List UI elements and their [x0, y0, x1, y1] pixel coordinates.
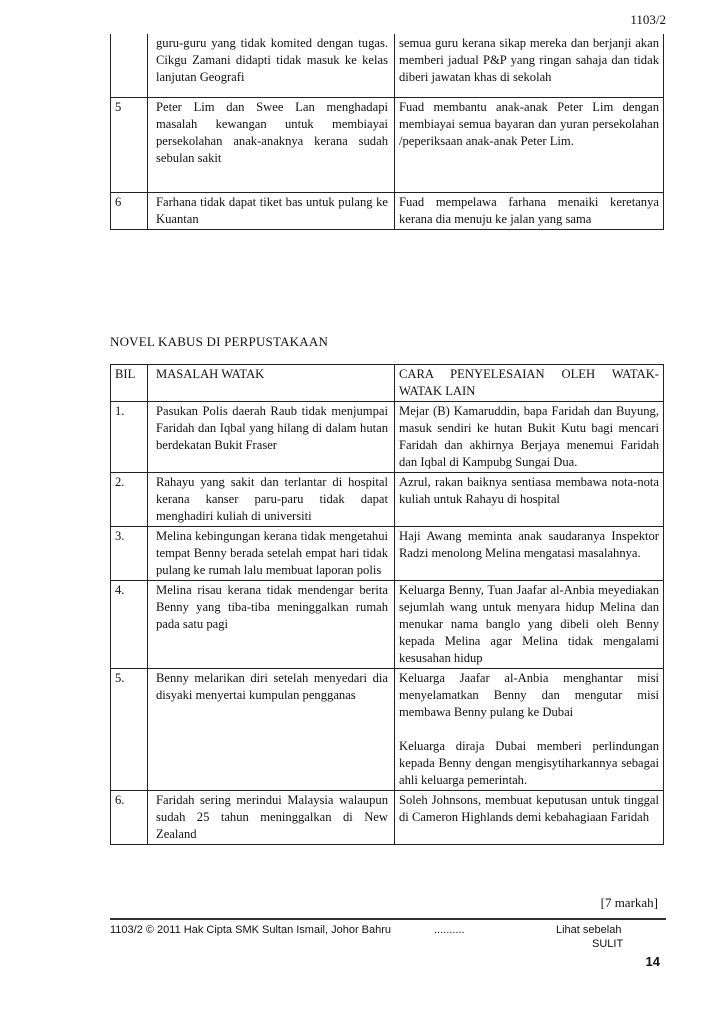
- masalah-cell: Melina risau kerana tidak mendengar berita Benny yang tiba-tiba meninggalkan rumah pada satu pagi: [148, 581, 395, 669]
- cara-cell: Mejar (B) Kamaruddin, bapa Faridah dan Buyung, masuk sendiri ke hutan Bukit Kutu bagi mencari Faridah dan akhirnya Berjaya menemui Faridah dan Iqbal di Kampubg Sungai Dua.: [395, 402, 664, 473]
- masalah-cell: Pasukan Polis daerah Raub tidak menjumpai Faridah dan Iqbal yang hilang di dalam hutan berdekatan Bukit Fraser: [148, 402, 395, 473]
- cara-text: Keluarga Jaafar al-Anbia menghantar misi menyelamatkan Benny dan mengutar misi membawa Benny pulang ke Dubai: [399, 671, 659, 719]
- marks-label: [7 markah]: [600, 895, 658, 910]
- footer-next-page: Lihat sebelah: [556, 924, 622, 936]
- spacer-row: [111, 87, 664, 98]
- masalah-cell: guru-guru yang tidak komited dengan tugas. Cikgu Zamani didapti tidak masuk ke kelas lanjutan Geografi: [148, 34, 395, 87]
- cara-cell: [395, 669, 664, 791]
- cara-cell: Fuad membantu anak-anak Peter Lim dengan membiayai semua bayaran dan yuran persekolahan /peperiksaan anak-anak Peter Lim.: [395, 98, 664, 169]
- cara-cell: semua guru kerana sikap mereka dan berjanji akan memberi jadual P&P yang ringan sahaja dan tidak diberi jawatan khas di sekolah: [395, 34, 664, 87]
- table-row: [111, 34, 664, 87]
- page-number: 14: [645, 954, 660, 969]
- header-code: 1103/2: [630, 12, 666, 27]
- table-row: [111, 669, 664, 791]
- row-number: 6: [111, 193, 148, 230]
- masalah-cell: Rahayu yang sakit dan terlantar di hospital kerana kanser paru-paru tidak dapat menghadiri kuliah di universiti: [148, 473, 395, 527]
- table-kabus: [110, 364, 664, 845]
- cara-cell: Azrul, rakan baiknya sentiasa membawa nota-nota kuliah untuk Rahayu di hospital: [395, 473, 664, 527]
- row-number: 4.: [111, 581, 148, 669]
- footer-dots: ..........: [434, 924, 465, 936]
- footer-copyright: 1103/2 © 2011 Hak Cipta SMK Sultan Ismail, Johor Bahru: [110, 924, 392, 936]
- footer-sulit: SULIT: [592, 938, 624, 950]
- masalah-cell: Benny melarikan diri setelah menyedari dia disyaki menyertai kumpulan pengganas: [148, 669, 395, 791]
- row-number: [111, 34, 148, 87]
- header-cara: CARA PENYELESAIAN OLEH WATAK-WATAK LAIN: [395, 365, 664, 402]
- section-title: NOVEL KABUS DI PERPUSTAKAAN: [110, 334, 329, 349]
- row-number: 5: [111, 98, 148, 169]
- table-row: [111, 473, 664, 527]
- masalah-cell: Peter Lim dan Swee Lan menghadapi masalah kewangan untuk membiayai persekolahan anak-anaknya kerana sudah sebulan sakit: [148, 98, 395, 169]
- table-row: [111, 193, 664, 230]
- cara-text-extra: Keluarga diraja Dubai memberi perlindungan kepada Benny dengan mengisytiharkannya sebagai ahli keluarga pemerintah.: [399, 739, 659, 787]
- row-number: 2.: [111, 473, 148, 527]
- footer-divider: [110, 918, 666, 920]
- table-continued: [110, 34, 664, 230]
- cara-cell: Haji Awang meminta anak saudaranya Inspektor Radzi menolong Melina mengatasi masalahnya.: [395, 527, 664, 581]
- row-number: 3.: [111, 527, 148, 581]
- cara-cell: Keluarga Benny, Tuan Jaafar al-Anbia meyediakan sejumlah wang untuk menyara hidup Melina dan menukar nama banglo yang dibeli oleh Benny kepada Melina agar Melina tidak mengalami kesusahan hidup: [395, 581, 664, 669]
- header-bil: BIL: [111, 365, 148, 402]
- row-number: 5.: [111, 669, 148, 791]
- cara-cell: Soleh Johnsons, membuat keputusan untuk tinggal di Cameron Highlands demi kebahagiaan Faridah: [395, 791, 664, 845]
- masalah-cell: Melina kebingungan kerana tidak mengetahui tempat Benny berada setelah empat hari tidak pulang ke rumah lalu membuat laporan polis: [148, 527, 395, 581]
- cara-cell: Fuad mempelawa farhana menaiki keretanya kerana dia menuju ke jalan yang sama: [395, 193, 664, 230]
- table-row: [111, 581, 664, 669]
- table-row: [111, 791, 664, 845]
- masalah-cell: Faridah sering merindui Malaysia walaupun sudah 25 tahun meninggalkan di New Zealand: [148, 791, 395, 845]
- table-row: [111, 98, 664, 169]
- header-masalah: MASALAH WATAK: [148, 365, 395, 402]
- row-number: 6.: [111, 791, 148, 845]
- masalah-cell: Farhana tidak dapat tiket bas untuk pulang ke Kuantan: [148, 193, 395, 230]
- table-row: [111, 527, 664, 581]
- spacer-row: [111, 168, 664, 193]
- table-header-row: [111, 365, 664, 402]
- row-number: 1.: [111, 402, 148, 473]
- table-row: [111, 402, 664, 473]
